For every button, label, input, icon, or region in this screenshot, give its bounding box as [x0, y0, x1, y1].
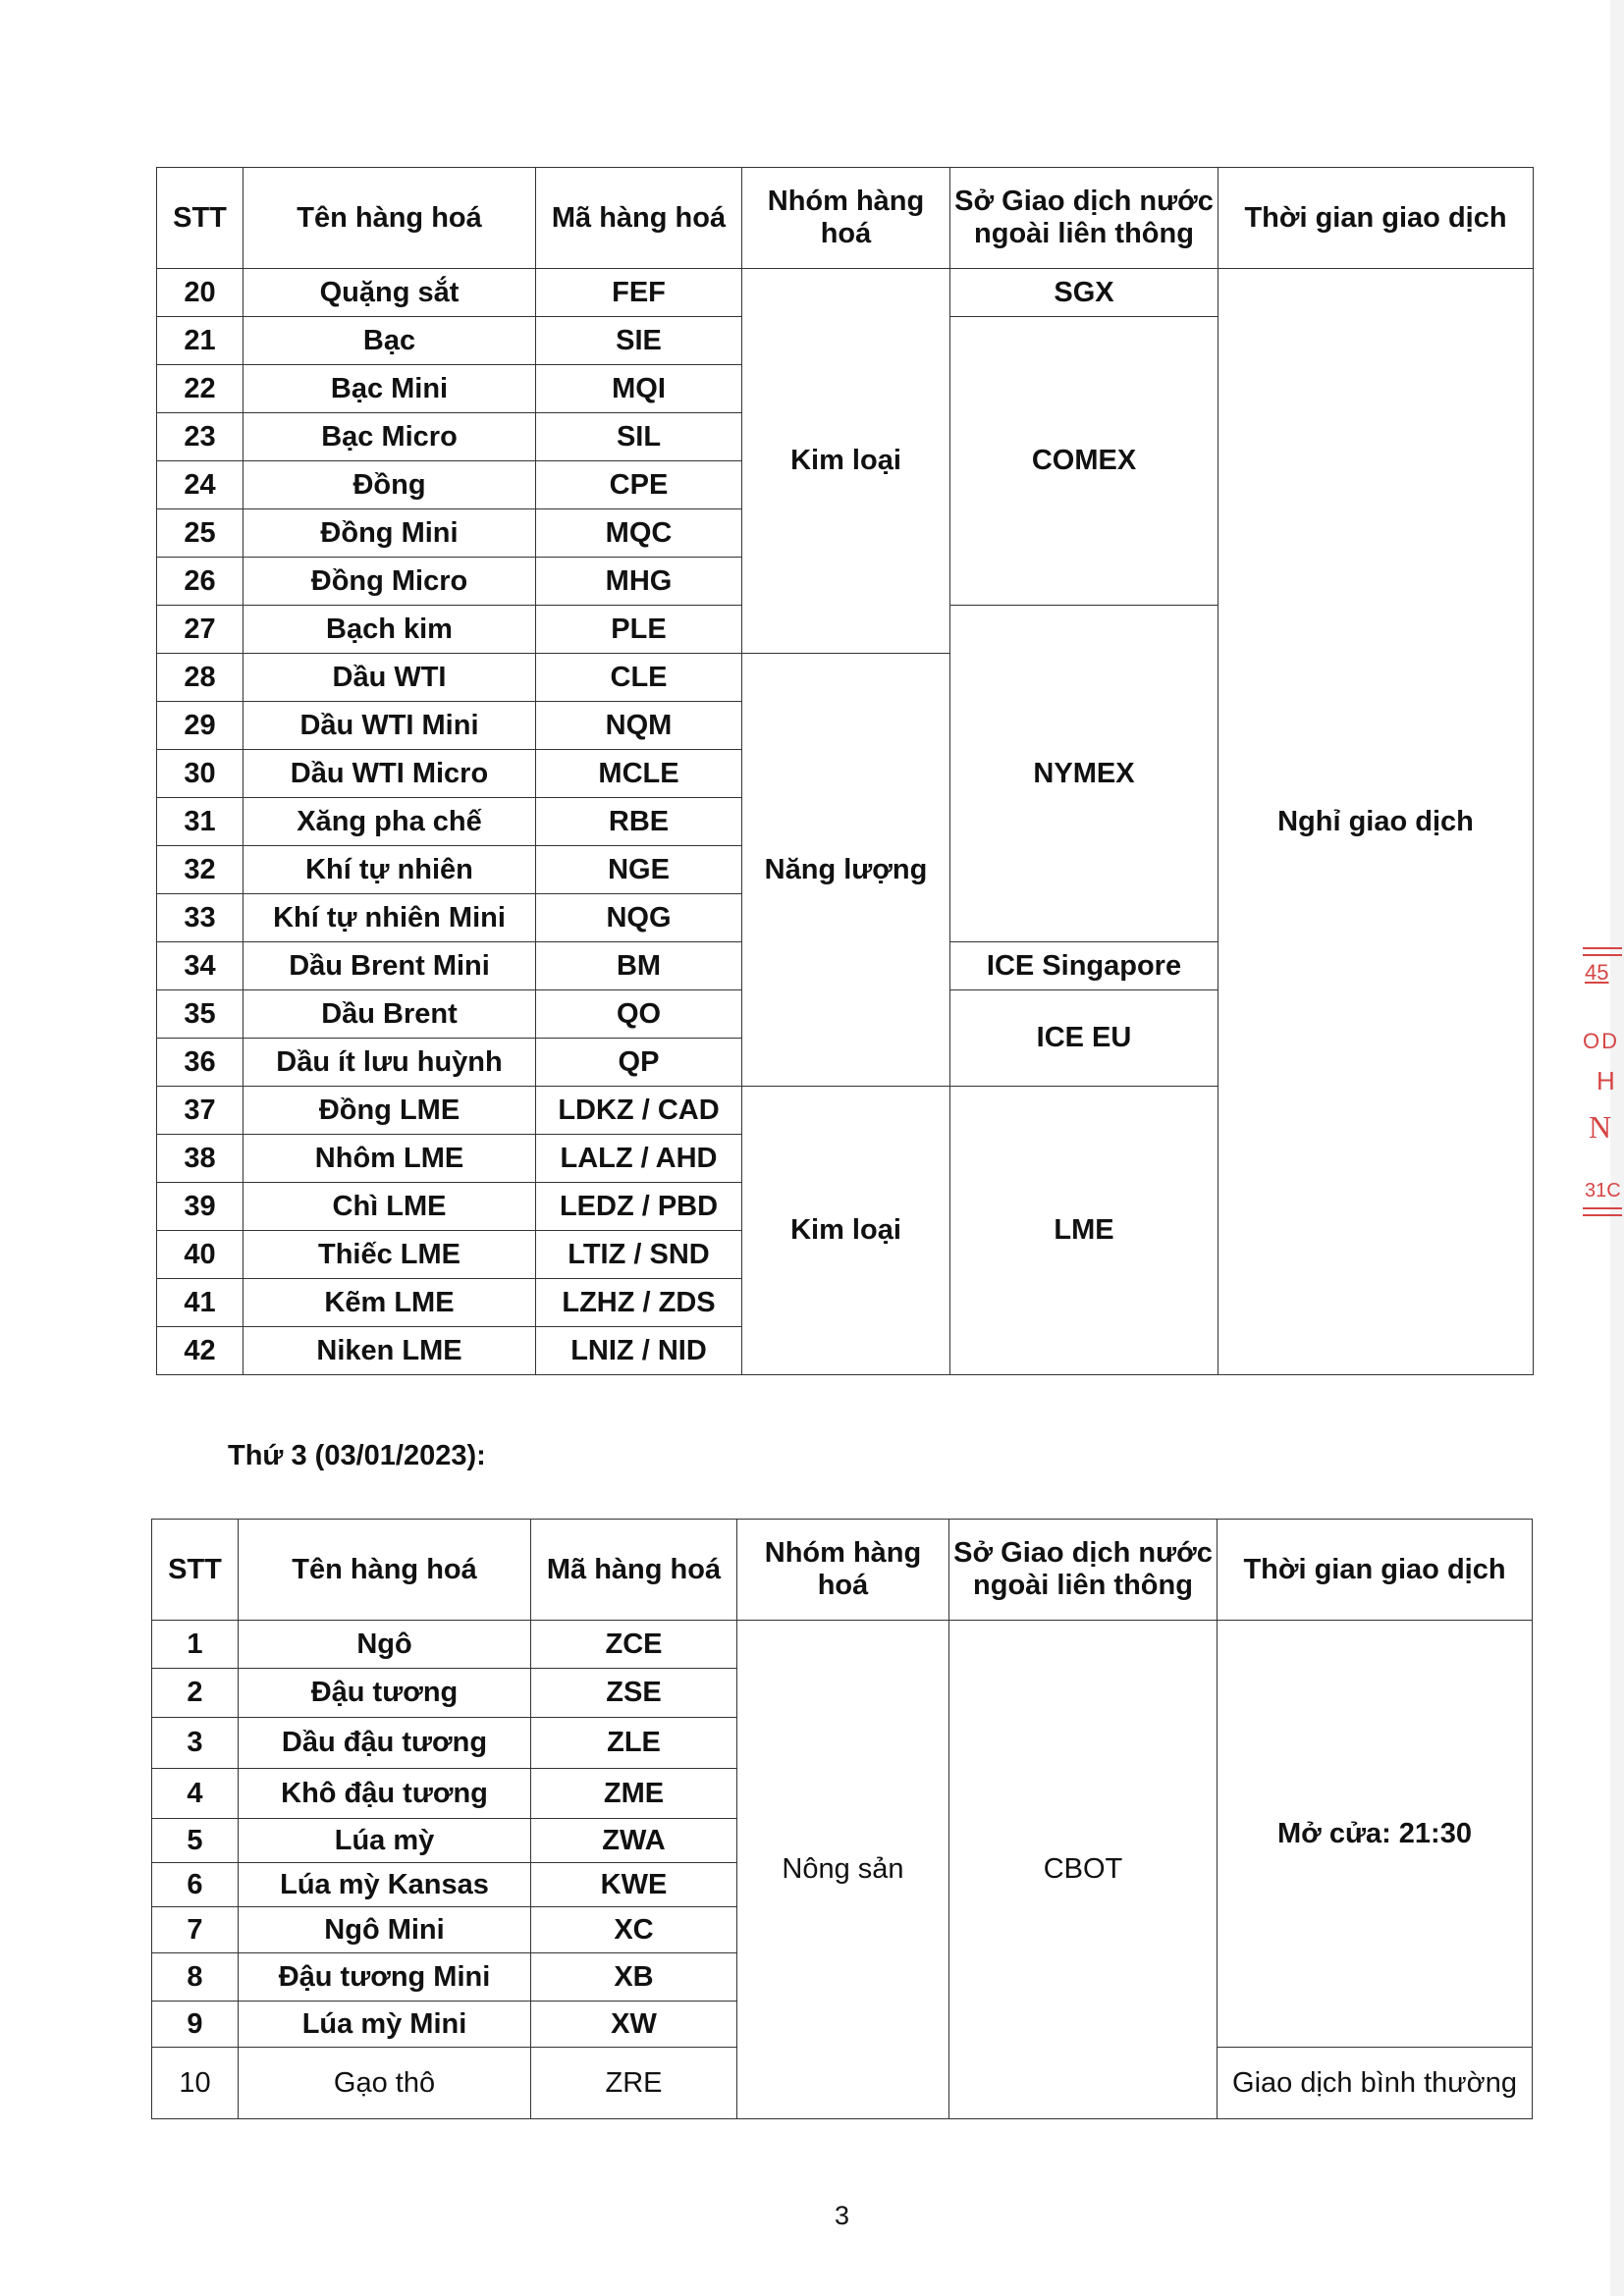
- row-stt: 36: [157, 1039, 244, 1087]
- row-code: NGE: [536, 846, 742, 894]
- row-stt: 42: [157, 1327, 244, 1375]
- row-name: Kẽm LME: [244, 1279, 536, 1327]
- exchange-cell: LME: [950, 1087, 1218, 1375]
- stamp-text: N: [1589, 1109, 1612, 1145]
- row-code: LDKZ / CAD: [536, 1087, 742, 1135]
- row-name: Thiếc LME: [244, 1231, 536, 1279]
- trading-time-cell: Mở cửa: 21:30: [1218, 1621, 1533, 2048]
- row-code: ZCE: [531, 1621, 737, 1669]
- row-stt: 9: [152, 2002, 239, 2048]
- row-stt: 3: [152, 1718, 239, 1769]
- table-header-row: [157, 168, 1534, 269]
- row-stt: 41: [157, 1279, 244, 1327]
- row-stt: 34: [157, 942, 244, 990]
- row-code: KWE: [531, 1863, 737, 1907]
- row-name: Khí tự nhiên: [244, 846, 536, 894]
- row-code: LALZ / AHD: [536, 1135, 742, 1183]
- row-name: Đồng Micro: [244, 558, 536, 606]
- row-stt: 25: [157, 509, 244, 558]
- row-code: NQM: [536, 702, 742, 750]
- row-name: Khô đậu tương: [239, 1769, 531, 1819]
- row-name: Dầu WTI Micro: [244, 750, 536, 798]
- exchange-cell: ICE Singapore: [950, 942, 1218, 990]
- header-exchange: Sở Giao dịch nước ngoài liên thông: [950, 168, 1218, 269]
- row-stt: 1: [152, 1621, 239, 1669]
- row-code: MQI: [536, 365, 742, 413]
- row-code: CPE: [536, 461, 742, 509]
- header-stt: STT: [157, 168, 244, 269]
- row-code: MCLE: [536, 750, 742, 798]
- row-name: Gạo thô: [239, 2048, 531, 2119]
- row-code: SIL: [536, 413, 742, 461]
- row-name: Dầu WTI: [244, 654, 536, 702]
- row-stt: 27: [157, 606, 244, 654]
- row-name: Lúa mỳ: [239, 1819, 531, 1863]
- row-code: XW: [531, 2002, 737, 2048]
- row-code: ZLE: [531, 1718, 737, 1769]
- header-group: Nhóm hàng hoá: [742, 168, 950, 269]
- group-cell: Kim loại: [742, 269, 950, 654]
- group-cell: Năng lượng: [742, 654, 950, 1087]
- row-name: Đồng Mini: [244, 509, 536, 558]
- row-name: Dầu Brent: [244, 990, 536, 1039]
- row-name: Bạch kim: [244, 606, 536, 654]
- page-number: 3: [835, 2201, 850, 2230]
- row-code: LTIZ / SND: [536, 1231, 742, 1279]
- row-stt: 22: [157, 365, 244, 413]
- row-code: FEF: [536, 269, 742, 317]
- row-stt: 4: [152, 1769, 239, 1819]
- group-cell: Kim loại: [742, 1087, 950, 1375]
- header-code: Mã hàng hoá: [536, 168, 742, 269]
- row-stt: 30: [157, 750, 244, 798]
- stamp-text: OD: [1583, 1029, 1619, 1053]
- row-stt: 39: [157, 1183, 244, 1231]
- exchange-cell: NYMEX: [950, 606, 1218, 942]
- row-name: Lúa mỳ Kansas: [239, 1863, 531, 1907]
- section-title: Thứ 3 (03/01/2023):: [228, 1440, 486, 1471]
- row-name: Quặng sắt: [244, 269, 536, 317]
- header-name: Tên hàng hoá: [239, 1520, 531, 1621]
- row-code: NQG: [536, 894, 742, 942]
- row-stt: 20: [157, 269, 244, 317]
- row-name: Lúa mỳ Mini: [239, 2002, 531, 2048]
- row-stt: 10: [152, 2048, 239, 2119]
- row-code: SIE: [536, 317, 742, 365]
- row-code: QO: [536, 990, 742, 1039]
- header-time: Thời gian giao dịch: [1218, 168, 1534, 269]
- stamp-text: H: [1597, 1066, 1615, 1095]
- row-code: LZHZ / ZDS: [536, 1279, 742, 1327]
- row-name: Dầu Brent Mini: [244, 942, 536, 990]
- stamp-line: [1583, 954, 1622, 956]
- row-name: Khí tự nhiên Mini: [244, 894, 536, 942]
- exchange-cell: CBOT: [949, 1621, 1218, 2119]
- row-name: Đồng LME: [244, 1087, 536, 1135]
- stamp-line: [1583, 1214, 1622, 1216]
- row-stt: 23: [157, 413, 244, 461]
- row-code: ZSE: [531, 1669, 737, 1718]
- row-name: Đồng: [244, 461, 536, 509]
- row-stt: 2: [152, 1669, 239, 1718]
- header-code: Mã hàng hoá: [531, 1520, 737, 1621]
- row-code: XB: [531, 1953, 737, 2002]
- commodity-table-1: [156, 167, 1534, 1375]
- row-name: Ngô: [239, 1621, 531, 1669]
- row-stt: 7: [152, 1907, 239, 1953]
- row-name: Đậu tương: [239, 1669, 531, 1718]
- row-code: RBE: [536, 798, 742, 846]
- row-name: Dầu WTI Mini: [244, 702, 536, 750]
- stamp-line: [1583, 1207, 1622, 1209]
- row-stt: 8: [152, 1953, 239, 2002]
- table-row: [152, 1621, 1533, 1669]
- exchange-cell: SGX: [950, 269, 1218, 317]
- row-code: ZWA: [531, 1819, 737, 1863]
- row-stt: 28: [157, 654, 244, 702]
- row-stt: 6: [152, 1863, 239, 1907]
- row-code: BM: [536, 942, 742, 990]
- stamp-line: [1583, 947, 1622, 949]
- row-stt: 32: [157, 846, 244, 894]
- header-stt: STT: [152, 1520, 239, 1621]
- header-exchange: Sở Giao dịch nước ngoài liên thông: [949, 1520, 1218, 1621]
- commodity-table-2: [151, 1519, 1533, 2119]
- table-header-row: [152, 1520, 1533, 1621]
- exchange-cell: COMEX: [950, 317, 1218, 606]
- row-code: LEDZ / PBD: [536, 1183, 742, 1231]
- row-stt: 40: [157, 1231, 244, 1279]
- row-stt: 38: [157, 1135, 244, 1183]
- row-code: PLE: [536, 606, 742, 654]
- row-name: Dầu đậu tương: [239, 1718, 531, 1769]
- row-name: Ngô Mini: [239, 1907, 531, 1953]
- row-stt: 29: [157, 702, 244, 750]
- row-code: MQC: [536, 509, 742, 558]
- row-name: Xăng pha chế: [244, 798, 536, 846]
- row-name: Bạc: [244, 317, 536, 365]
- row-stt: 21: [157, 317, 244, 365]
- table-row: [157, 269, 1534, 317]
- row-stt: 26: [157, 558, 244, 606]
- row-name: Nhôm LME: [244, 1135, 536, 1183]
- row-code: QP: [536, 1039, 742, 1087]
- row-name: Đậu tương Mini: [239, 1953, 531, 2002]
- row-code: ZME: [531, 1769, 737, 1819]
- stamp-text: 31C: [1585, 1180, 1621, 1201]
- row-name: Niken LME: [244, 1327, 536, 1375]
- row-stt: 24: [157, 461, 244, 509]
- header-name: Tên hàng hoá: [244, 168, 536, 269]
- row-name: Bạc Mini: [244, 365, 536, 413]
- group-cell: Nông sản: [737, 1621, 949, 2119]
- trading-time-cell: Nghỉ giao dịch: [1218, 269, 1534, 1375]
- exchange-cell: ICE EU: [950, 990, 1218, 1087]
- row-stt: 37: [157, 1087, 244, 1135]
- row-code: ZRE: [531, 2048, 737, 2119]
- row-stt: 31: [157, 798, 244, 846]
- row-code: XC: [531, 1907, 737, 1953]
- row-code: CLE: [536, 654, 742, 702]
- trading-time-cell: Giao dịch bình thường: [1218, 2048, 1533, 2119]
- row-code: LNIZ / NID: [536, 1327, 742, 1375]
- row-stt: 5: [152, 1819, 239, 1863]
- row-name: Dầu ít lưu huỳnh: [244, 1039, 536, 1087]
- header-group: Nhóm hàng hoá: [737, 1520, 949, 1621]
- stamp-text: 45: [1585, 960, 1609, 985]
- row-name: Chì LME: [244, 1183, 536, 1231]
- row-stt: 35: [157, 990, 244, 1039]
- row-stt: 33: [157, 894, 244, 942]
- row-code: MHG: [536, 558, 742, 606]
- header-time: Thời gian giao dịch: [1218, 1520, 1533, 1621]
- row-name: Bạc Micro: [244, 413, 536, 461]
- stamp-fragment: [1575, 933, 1624, 1256]
